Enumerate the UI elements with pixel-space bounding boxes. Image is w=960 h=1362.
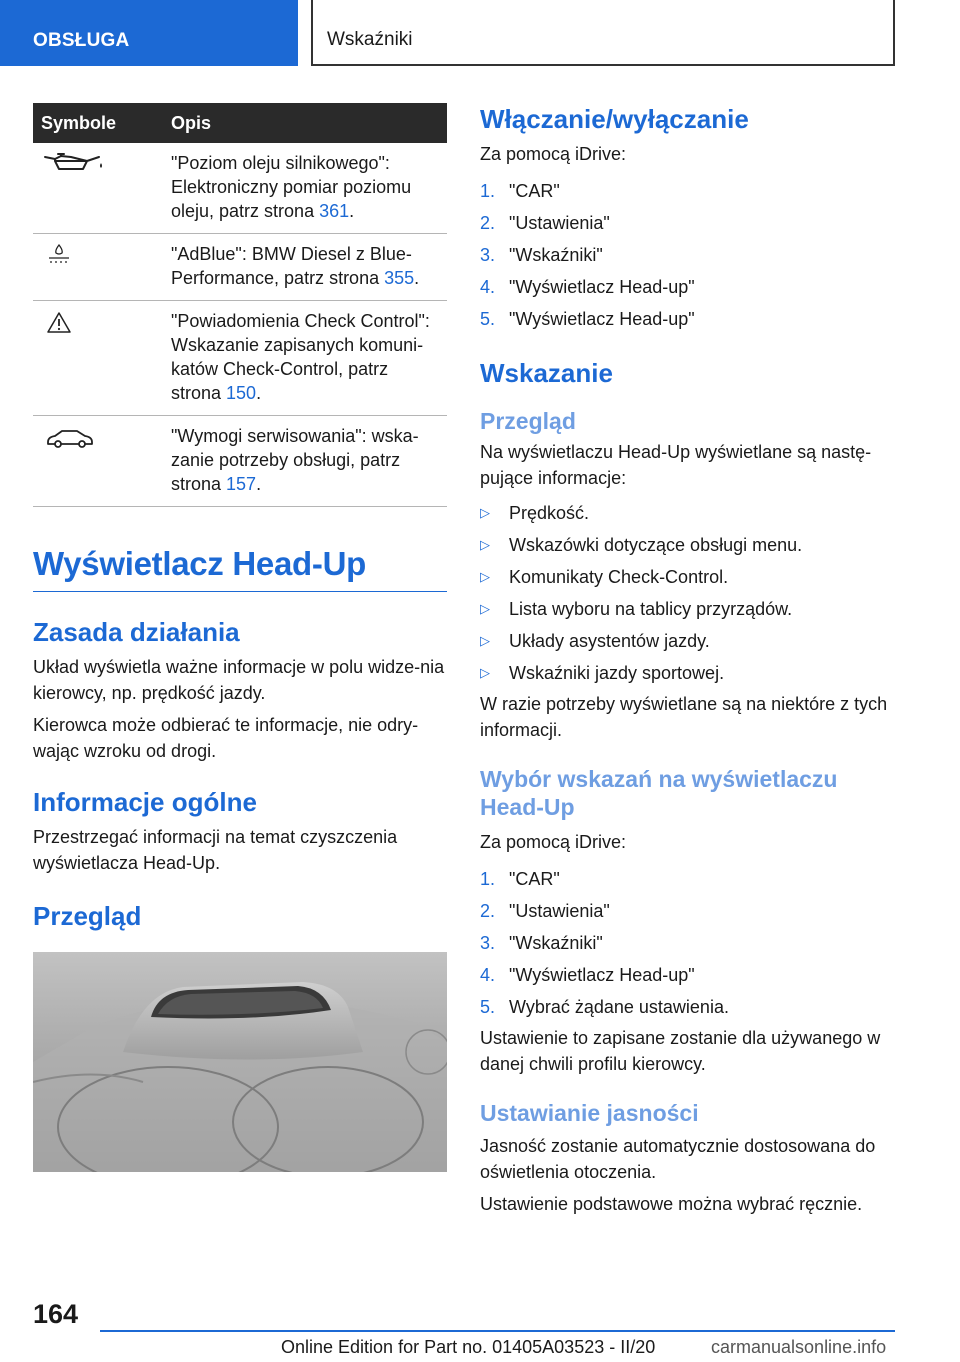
left-column — [33, 103, 447, 1172]
table-header-description: Opis — [163, 103, 447, 143]
list-item — [480, 863, 900, 895]
step-number: 5. — [480, 309, 496, 329]
select-note: Ustawienie to zapisane zostanie dla używanego w danej chwili profilu kierowcy. — [480, 1028, 881, 1074]
bullet-triangle-icon: ▷ — [480, 537, 490, 552]
page-number: 164 — [33, 1299, 79, 1329]
list-item — [480, 561, 900, 593]
edition-note: Online Edition for Part no. 01405A03523 - II/20 — [281, 1337, 656, 1357]
list-item — [480, 593, 900, 625]
row-tail: . — [414, 268, 420, 288]
list-item — [480, 959, 900, 991]
brightness-heading: Ustawianie jasności — [480, 1100, 699, 1126]
step-text: "Wyświetlacz Head-up" — [509, 309, 695, 329]
step-text: "CAR" — [509, 869, 560, 889]
list-item — [480, 497, 900, 529]
bullet-text: Prędkość. — [509, 503, 590, 523]
select-steps — [480, 863, 900, 1023]
page-link[interactable]: 157 — [226, 474, 257, 494]
adblue-icon — [47, 244, 71, 266]
oil-can-icon — [43, 151, 105, 173]
bullet-text: Układy asystentów jazdy. — [509, 631, 710, 651]
row-text: "AdBlue": BMW Diesel z Blue-Performance, patrz strona — [171, 244, 412, 288]
list-item — [480, 625, 900, 657]
onoff-intro: Za pomocą iDrive: — [480, 144, 627, 164]
brightness-paragraph-1: Jasność zostanie automatycznie dostosowana do oświetlenia otoczenia. — [480, 1136, 876, 1182]
step-text: Wybrać żądane ustawienia. — [509, 997, 729, 1017]
step-text: "Ustawienia" — [509, 213, 610, 233]
bullet-text: Wskazówki dotyczące obsługi menu. — [509, 535, 803, 555]
row-tail: . — [349, 201, 355, 221]
row-tail: . — [256, 383, 262, 403]
row-text: "Powiadomienia Check Control": Wskazanie zapisanych komuni-katów Check-Control, patrz strona — [171, 311, 430, 403]
bullet-triangle-icon: ▷ — [480, 505, 490, 520]
select-heading: Wybór wskazań na wyświetlaczu Head-Up — [480, 766, 838, 820]
general-heading: Informacje ogólne — [33, 787, 257, 817]
list-item — [480, 175, 900, 207]
chapter-header — [311, 0, 895, 66]
bullet-triangle-icon: ▷ — [480, 633, 490, 648]
list-item — [480, 207, 900, 239]
bullet-text: Komunikaty Check-Control. — [509, 567, 729, 587]
list-item — [480, 895, 900, 927]
head-up-display-photo — [33, 952, 447, 1172]
list-item — [480, 657, 900, 689]
car-service-icon — [45, 428, 95, 450]
warning-triangle-icon — [46, 311, 72, 335]
section-label: OBSŁUGA — [33, 30, 130, 51]
step-number: 5. — [480, 997, 496, 1017]
table-header-symbols: Symbole — [33, 103, 163, 143]
step-text: "Wskaźniki" — [509, 245, 603, 265]
overview-heading-left: Przegląd — [33, 901, 142, 931]
step-number: 4. — [480, 277, 496, 297]
table-row — [33, 301, 447, 416]
table-row — [33, 143, 447, 234]
principle-paragraph-2: Kierowca może odbierać te informacje, nie odry-wając wzroku od drogi. — [33, 715, 419, 761]
step-text: "Wskaźniki" — [509, 933, 603, 953]
step-number: 1. — [480, 181, 496, 201]
step-number: 2. — [480, 901, 496, 921]
general-paragraph: Przestrzegać informacji na temat czyszczenia wyświetlacza Head-Up. — [33, 827, 398, 873]
page-link[interactable]: 150 — [226, 383, 257, 403]
select-intro: Za pomocą iDrive: — [480, 832, 627, 852]
row-text: "Wymogi serwisowania": wska-zanie potrzeby obsługi, patrz strona — [171, 426, 419, 494]
list-item — [480, 271, 900, 303]
list-item — [480, 927, 900, 959]
principle-paragraph-1: Układ wyświetla ważne informacje w polu widze-nia kierowcy, np. prędkość jazdy. — [33, 657, 445, 703]
brightness-paragraph-2: Ustawienie podstawowe można wybrać ręcznie. — [480, 1194, 863, 1214]
display-heading: Wskazanie — [480, 358, 613, 388]
list-item — [480, 991, 900, 1023]
bullet-triangle-icon: ▷ — [480, 601, 490, 616]
row-tail: . — [256, 474, 262, 494]
step-number: 2. — [480, 213, 496, 233]
bullet-text: Lista wyboru na tablicy przyrządów. — [509, 599, 793, 619]
bullet-text: Wskaźniki jazdy sportowej. — [509, 663, 725, 683]
step-text: "CAR" — [509, 181, 560, 201]
onoff-heading: Włączanie/wyłączanie — [480, 104, 749, 134]
overview-intro: Na wyświetlaczu Head-Up wyświetlane są nastę-pujące informacje: — [480, 442, 872, 488]
step-number: 3. — [480, 245, 496, 265]
overview-note: W razie potrzeby wyświetlane są na niektóre z tych informacji. — [480, 694, 888, 740]
symbols-table — [33, 103, 447, 507]
bullet-triangle-icon: ▷ — [480, 569, 490, 584]
right-column — [480, 103, 900, 1217]
table-row — [33, 416, 447, 507]
step-text: "Wyświetlacz Head-up" — [509, 965, 695, 985]
table-row — [33, 234, 447, 301]
list-item — [480, 529, 900, 561]
chapter-label: Wskaźniki — [327, 29, 413, 50]
step-number: 1. — [480, 869, 496, 889]
footer-divider — [100, 1330, 895, 1332]
onoff-steps — [480, 175, 900, 335]
section-tab — [0, 0, 298, 66]
bullet-triangle-icon: ▷ — [480, 665, 490, 680]
overview-heading-right: Przegląd — [480, 408, 576, 434]
section-title: Wyświetlacz Head-Up — [33, 545, 447, 592]
principle-heading: Zasada działania — [33, 617, 240, 647]
watermark: carmanualsonline.info — [711, 1337, 887, 1357]
list-item — [480, 303, 900, 335]
step-text: "Ustawienia" — [509, 901, 610, 921]
info-bullet-list — [480, 497, 900, 689]
step-number: 3. — [480, 933, 496, 953]
step-number: 4. — [480, 965, 496, 985]
row-text: "Poziom oleju silnikowego": Elektroniczny pomiar poziomu oleju, patrz strona — [171, 153, 412, 221]
page-link[interactable]: 361 — [319, 201, 350, 221]
list-item — [480, 239, 900, 271]
page-link[interactable]: 355 — [384, 268, 415, 288]
step-text: "Wyświetlacz Head-up" — [509, 277, 695, 297]
